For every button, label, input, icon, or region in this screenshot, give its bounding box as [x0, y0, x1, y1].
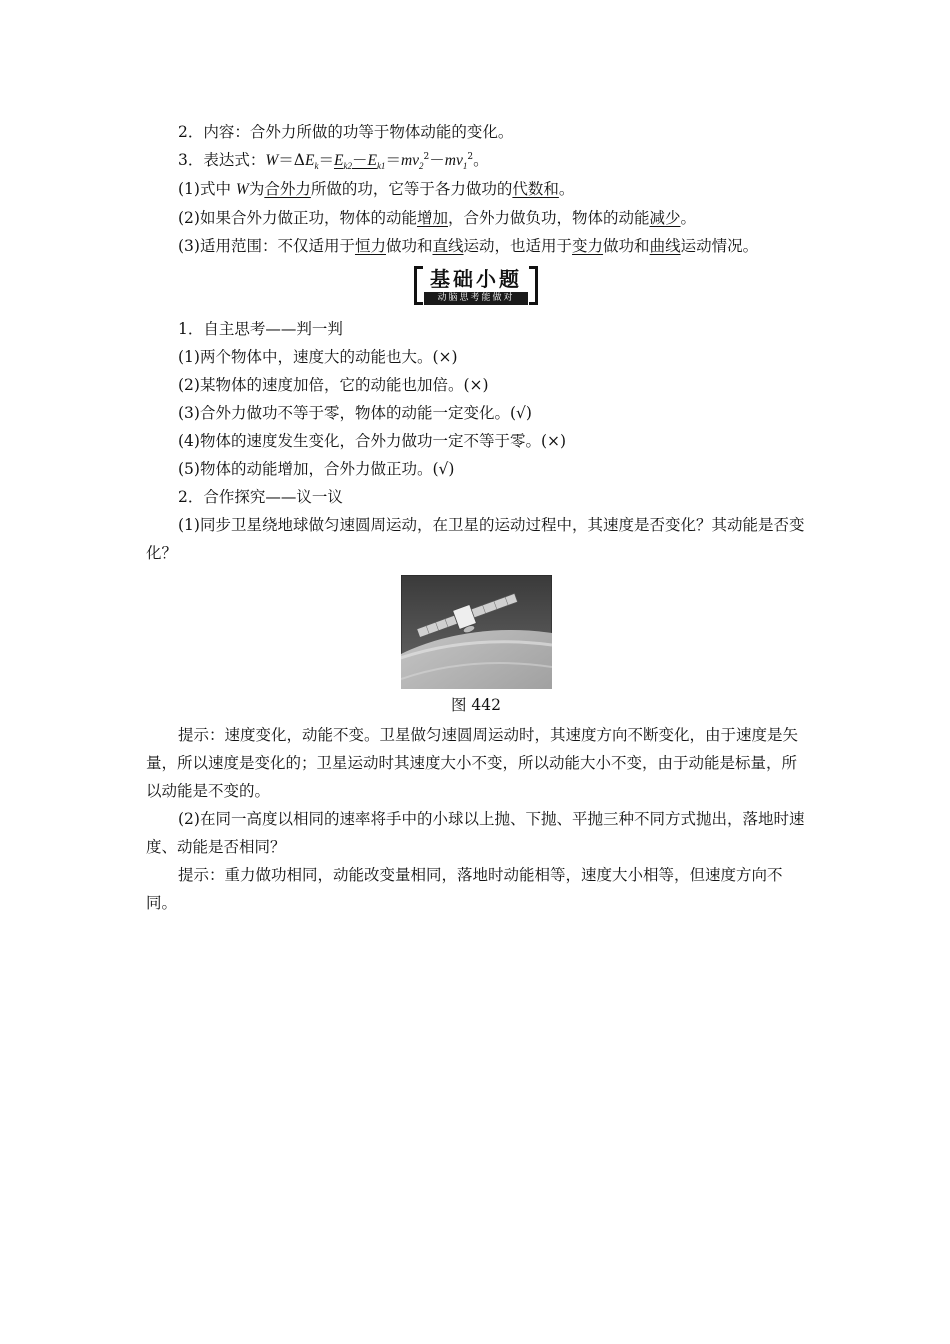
text-run: (2)如果合外力做正功，物体的动能 — [178, 209, 417, 227]
content-line — [146, 204, 806, 232]
subscript: 2 — [419, 161, 424, 172]
figure-caption: 图 442 — [450, 696, 501, 714]
formula-label: 3．表达式： — [178, 151, 266, 169]
satellite-figure — [401, 575, 552, 689]
text-run: 。 — [680, 209, 697, 227]
formula-part: ＝ — [318, 151, 334, 169]
satellite-image — [401, 575, 552, 689]
text-run: 做功和 — [603, 237, 650, 255]
list-item: (5)物体的动能增加，合外力做正功。(√) — [178, 460, 455, 478]
subscript: k — [314, 161, 319, 172]
text-run: 做功和 — [385, 237, 433, 255]
underlined-term: 减少 — [649, 209, 681, 227]
symbol-e: E — [367, 152, 377, 169]
content-line — [146, 175, 806, 204]
section-banner — [146, 266, 806, 309]
banner-title: 基础小题 — [430, 267, 522, 291]
text-run: 为 — [248, 180, 265, 198]
formula-line — [146, 146, 806, 175]
bracket-right — [529, 266, 538, 305]
text-run: 所做的功，它等于各力做功的 — [310, 180, 513, 198]
content-line: 2．内容：合外力所做的功等于物体动能的变化。 — [178, 123, 514, 141]
list-item: (1)两个物体中，速度大的动能也大。(×) — [178, 348, 458, 366]
underlined-term: 代数和 — [512, 180, 559, 198]
superscript: 2 — [423, 151, 430, 162]
question-paragraph: (2)在同一高度以相同的速率将手中的小球以上抛、下抛、平抛三种不同方式抛出，落地时速度、动能是否相同？ — [146, 810, 805, 856]
superscript: 2 — [467, 151, 474, 162]
content-line — [146, 232, 806, 260]
text-run: 运动情况。 — [680, 237, 759, 255]
formula-part: － — [351, 151, 368, 169]
subscript: k2 — [343, 161, 352, 172]
formula-part: ＝Δ — [278, 151, 305, 169]
list-item: (3)合外力做功不等于零，物体的动能一定变化。(√) — [178, 404, 532, 422]
formula-part: － — [429, 151, 445, 169]
section-heading: 2．合作探究——议一议 — [178, 488, 343, 506]
underlined-term: 合外力 — [264, 180, 311, 198]
symbol-mv: mv — [444, 152, 463, 169]
section-heading: 1．自主思考——判一判 — [178, 320, 343, 338]
text-run: ，合外力做负功，物体的动能 — [447, 209, 650, 227]
text-run: 运动，也适用于 — [463, 237, 573, 255]
list-item: (2)某物体的速度加倍，它的动能也加倍。(×) — [178, 376, 489, 394]
underlined-term: 增加 — [416, 209, 448, 227]
underlined-term: 恒力 — [354, 237, 386, 255]
subscript: 1 — [462, 161, 468, 172]
formula-part: 。 — [473, 151, 489, 169]
list-item: (4)物体的速度发生变化，合外力做功一定不等于零。(×) — [178, 432, 567, 450]
text-run: (1)式中 — [178, 180, 236, 198]
symbol-e: E — [305, 152, 315, 169]
symbol-w: W — [235, 181, 249, 198]
subscript: k1 — [376, 161, 386, 172]
symbol-e: E — [333, 152, 344, 169]
answer-paragraph: 提示：重力做功相同，动能改变量相同，落地时动能相等，速度大小相等，但速度方向不同。 — [146, 866, 783, 912]
underlined-term: 直线 — [432, 237, 464, 255]
bracket-left — [414, 266, 423, 305]
answer-paragraph: 提示：速度变化，动能不变。卫星做匀速圆周运动时，其速度方向不断变化，由于速度是矢量，所以速度是变化的；卫星运动时其速度大小不变，所以动能大小不变，由于动能是标量，所以动能是不变的。 — [146, 726, 799, 800]
document-page — [146, 118, 806, 917]
banner-box — [414, 266, 538, 305]
text-run: 。 — [558, 180, 575, 198]
symbol-w: W — [265, 152, 279, 169]
text-run: (3)适用范围：不仅适用于 — [178, 237, 355, 255]
formula-part: ＝ — [385, 151, 401, 169]
symbol-mv: mv — [400, 152, 420, 169]
underlined-term: 曲线 — [649, 237, 681, 255]
question-paragraph: (1)同步卫星绕地球做匀速圆周运动，在卫星的运动过程中，其速度是否变化？其动能是否变化？ — [146, 516, 805, 562]
banner-subtitle: 动脑思考能做对 — [424, 292, 528, 305]
underlined-term: 变力 — [572, 237, 604, 255]
